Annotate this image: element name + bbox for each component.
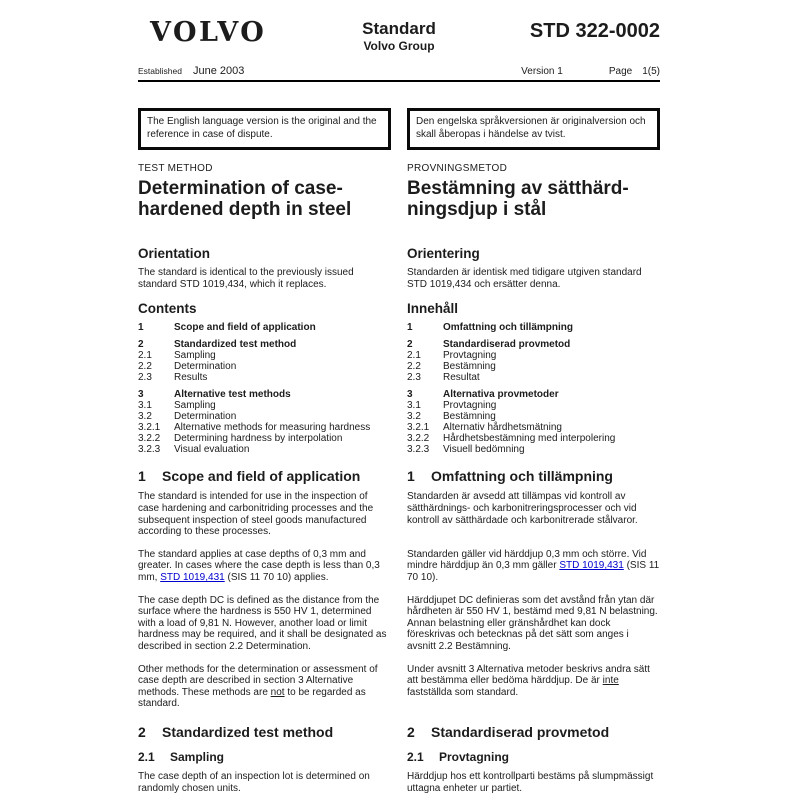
toc-item: 2 Standardized test method: [138, 339, 297, 351]
version-label: Version 1: [521, 65, 563, 77]
toc-item: 3.2.1 Alternative methods for measuring hardness: [138, 422, 371, 434]
notice-boxes: [138, 108, 660, 150]
orientation-heading-en: Orientation: [138, 246, 211, 262]
notice-sv: Den engelska språkversionen är originalversion och skall åberopas i händelse av tvist.: [407, 108, 660, 150]
title-sv-line2: ningsdjup i stål: [407, 198, 547, 220]
section2-heading-en: 2 Standardized test method: [138, 723, 334, 740]
notice-en: The English language version is the original and the reference in case of dispute.: [138, 108, 391, 150]
section1-heading-en: 1 Scope and field of application: [138, 468, 361, 485]
section1-para4-en: Other methods for the determination or assessment of case depth are described in section 3 Alternative methods. These methods are not to be regarded as standard.: [138, 663, 378, 710]
toc-item: 2.3 Resultat: [407, 372, 480, 384]
title-sv: [407, 178, 660, 247]
section1-para1-en: The standard is intended for use in the inspection of case hardening and carbonitriding processes and the subsequent inspection of steel goods manufactured according to these processes.: [138, 491, 374, 538]
toc-en: [138, 322, 391, 465]
orientation-heading-sv: Orientering: [407, 246, 480, 262]
toc-item: 2.3 Results: [138, 372, 208, 384]
section1-para3-en: The case depth DC is defined as the distance from the surface where the hardness is 550 HV 1, determined with a load of 9,81 N. However, another load or limit hardness may be required, and it shall be designated as described in section 2.2 Determination.: [138, 594, 387, 652]
toc-item: 3.2 Determination: [138, 411, 237, 423]
std-1019431-link[interactable]: STD 1019,431: [559, 560, 624, 572]
header-rule: [138, 80, 660, 82]
page-value: 1(5): [642, 65, 660, 77]
contents-heading-sv: Innehåll: [407, 301, 459, 317]
toc-sv: [407, 322, 660, 465]
toc-item: 3.2 Bestämning: [407, 411, 496, 423]
orientation-body-sv: Standarden är identisk med tidigare utgiven standard STD 1019,434 och ersätter denna.: [407, 267, 642, 290]
doc-type: Standard: [362, 19, 436, 38]
toc-item: 3.2.3 Visual evaluation: [138, 444, 250, 456]
section1-para1-sv: Standarden är avsedd att tillämpas vid kontroll av sätthärdnings- och karbonitreringsprocesser och vid kontroll av sätthärdade och karbonitrerade stålvaror.: [407, 491, 638, 526]
section1-heading-sv: 1 Omfattning och tillämpning: [407, 468, 613, 485]
document-page: [138, 0, 660, 805]
established-value: June 2003: [192, 64, 245, 77]
section21-body-sv: Härddjup hos ett kontrollparti bestäms på slumpmässigt uttagna enheter ur partiet.: [407, 770, 654, 794]
section1-para4-sv: Under avsnitt 3 Alternativa metoder beskrivs andra sätt att bestämma eller bedöma härddjup. De är inte fastställda som standard.: [407, 663, 650, 698]
kicker-sv: PROVNINGSMETOD: [407, 162, 508, 174]
section1-para3-sv: Härddjupet DC definieras som det avstånd från ytan där hårdheten är 550 HV 1, bestämd med 9,81 N belastning. Annan belastning eller gränshårdhet kan dock föreskrivas och betecknas på det sätt som anges i avsnitt 2.2 Bestämning.: [407, 594, 658, 652]
org-name: Volvo Group: [363, 38, 435, 53]
toc-item: 2.1 Sampling: [138, 350, 216, 362]
toc-item: 3 Alternative test methods: [138, 389, 291, 401]
emphasized-not: not: [270, 686, 285, 698]
toc-item: 1 Omfattning och tillämpning: [407, 322, 573, 334]
toc-item: 3.1 Sampling: [138, 400, 216, 412]
toc-item: 3.1 Provtagning: [407, 400, 497, 412]
doc-number: STD 322-0002: [529, 20, 660, 42]
title-en: [138, 178, 391, 247]
emphasized-inte: inte: [602, 675, 619, 687]
volvo-logo: VOLVO: [150, 17, 267, 48]
section2-heading-sv: 2 Standardiserad provmetod: [407, 723, 610, 740]
toc-item: 3.2.1 Alternativ hårdhetsmätning: [407, 422, 562, 434]
toc-item: 2.2 Determination: [138, 361, 237, 373]
toc-item: 3.2.3 Visuell bedömning: [407, 444, 525, 456]
title-sv-line1: Bestämning av sätthärd-: [407, 177, 629, 199]
std-1019431-link[interactable]: STD 1019,431: [160, 571, 225, 583]
section1-para2-en: The standard applies at case depths of 0,3 mm and greater. In cases where the case depth is less than 0,3 mm, STD 1019,431 (SIS 11 70 10) applies.: [138, 548, 380, 583]
toc-item: 3.2.2 Hårdhetsbestämning med interpolering: [407, 433, 616, 445]
title-en-line1: Determination of case-: [138, 177, 343, 199]
toc-item: 3.2.2 Determining hardness by interpolation: [138, 433, 343, 445]
page-label: Page: [608, 65, 633, 77]
kicker-en: TEST METHOD: [138, 162, 213, 174]
masthead: [138, 18, 660, 54]
section21-heading-en: 2.1 Sampling: [138, 749, 225, 764]
title-en-line2: hardened depth in steel: [138, 198, 352, 220]
section1-para2-sv: Standarden gäller vid härddjup 0,3 mm och större. Vid mindre härddjup än 0,3 mm gäller STD 1019,431 (SIS 11 70 10).: [407, 548, 660, 583]
section21-body-en: The case depth of an inspection lot is determined on randomly chosen units.: [138, 770, 370, 794]
masthead-center: [362, 18, 436, 54]
meta-row: [138, 65, 660, 77]
toc-item: 2.2 Bestämning: [407, 361, 496, 373]
toc-item: 1 Scope and field of application: [138, 322, 316, 334]
orientation-body-en: The standard is identical to the previously issued standard STD 1019,434, which it replaces.: [138, 267, 354, 290]
contents-heading-en: Contents: [138, 301, 197, 317]
toc-item: 3 Alternativa provmetoder: [407, 389, 559, 401]
bilingual-columns: [138, 163, 660, 805]
toc-item: 2.1 Provtagning: [407, 350, 497, 362]
section21-heading-sv: 2.1 Provtagning: [407, 749, 510, 764]
established-label: Established: [138, 65, 182, 76]
toc-item: 2 Standardiserad provmetod: [407, 339, 571, 351]
